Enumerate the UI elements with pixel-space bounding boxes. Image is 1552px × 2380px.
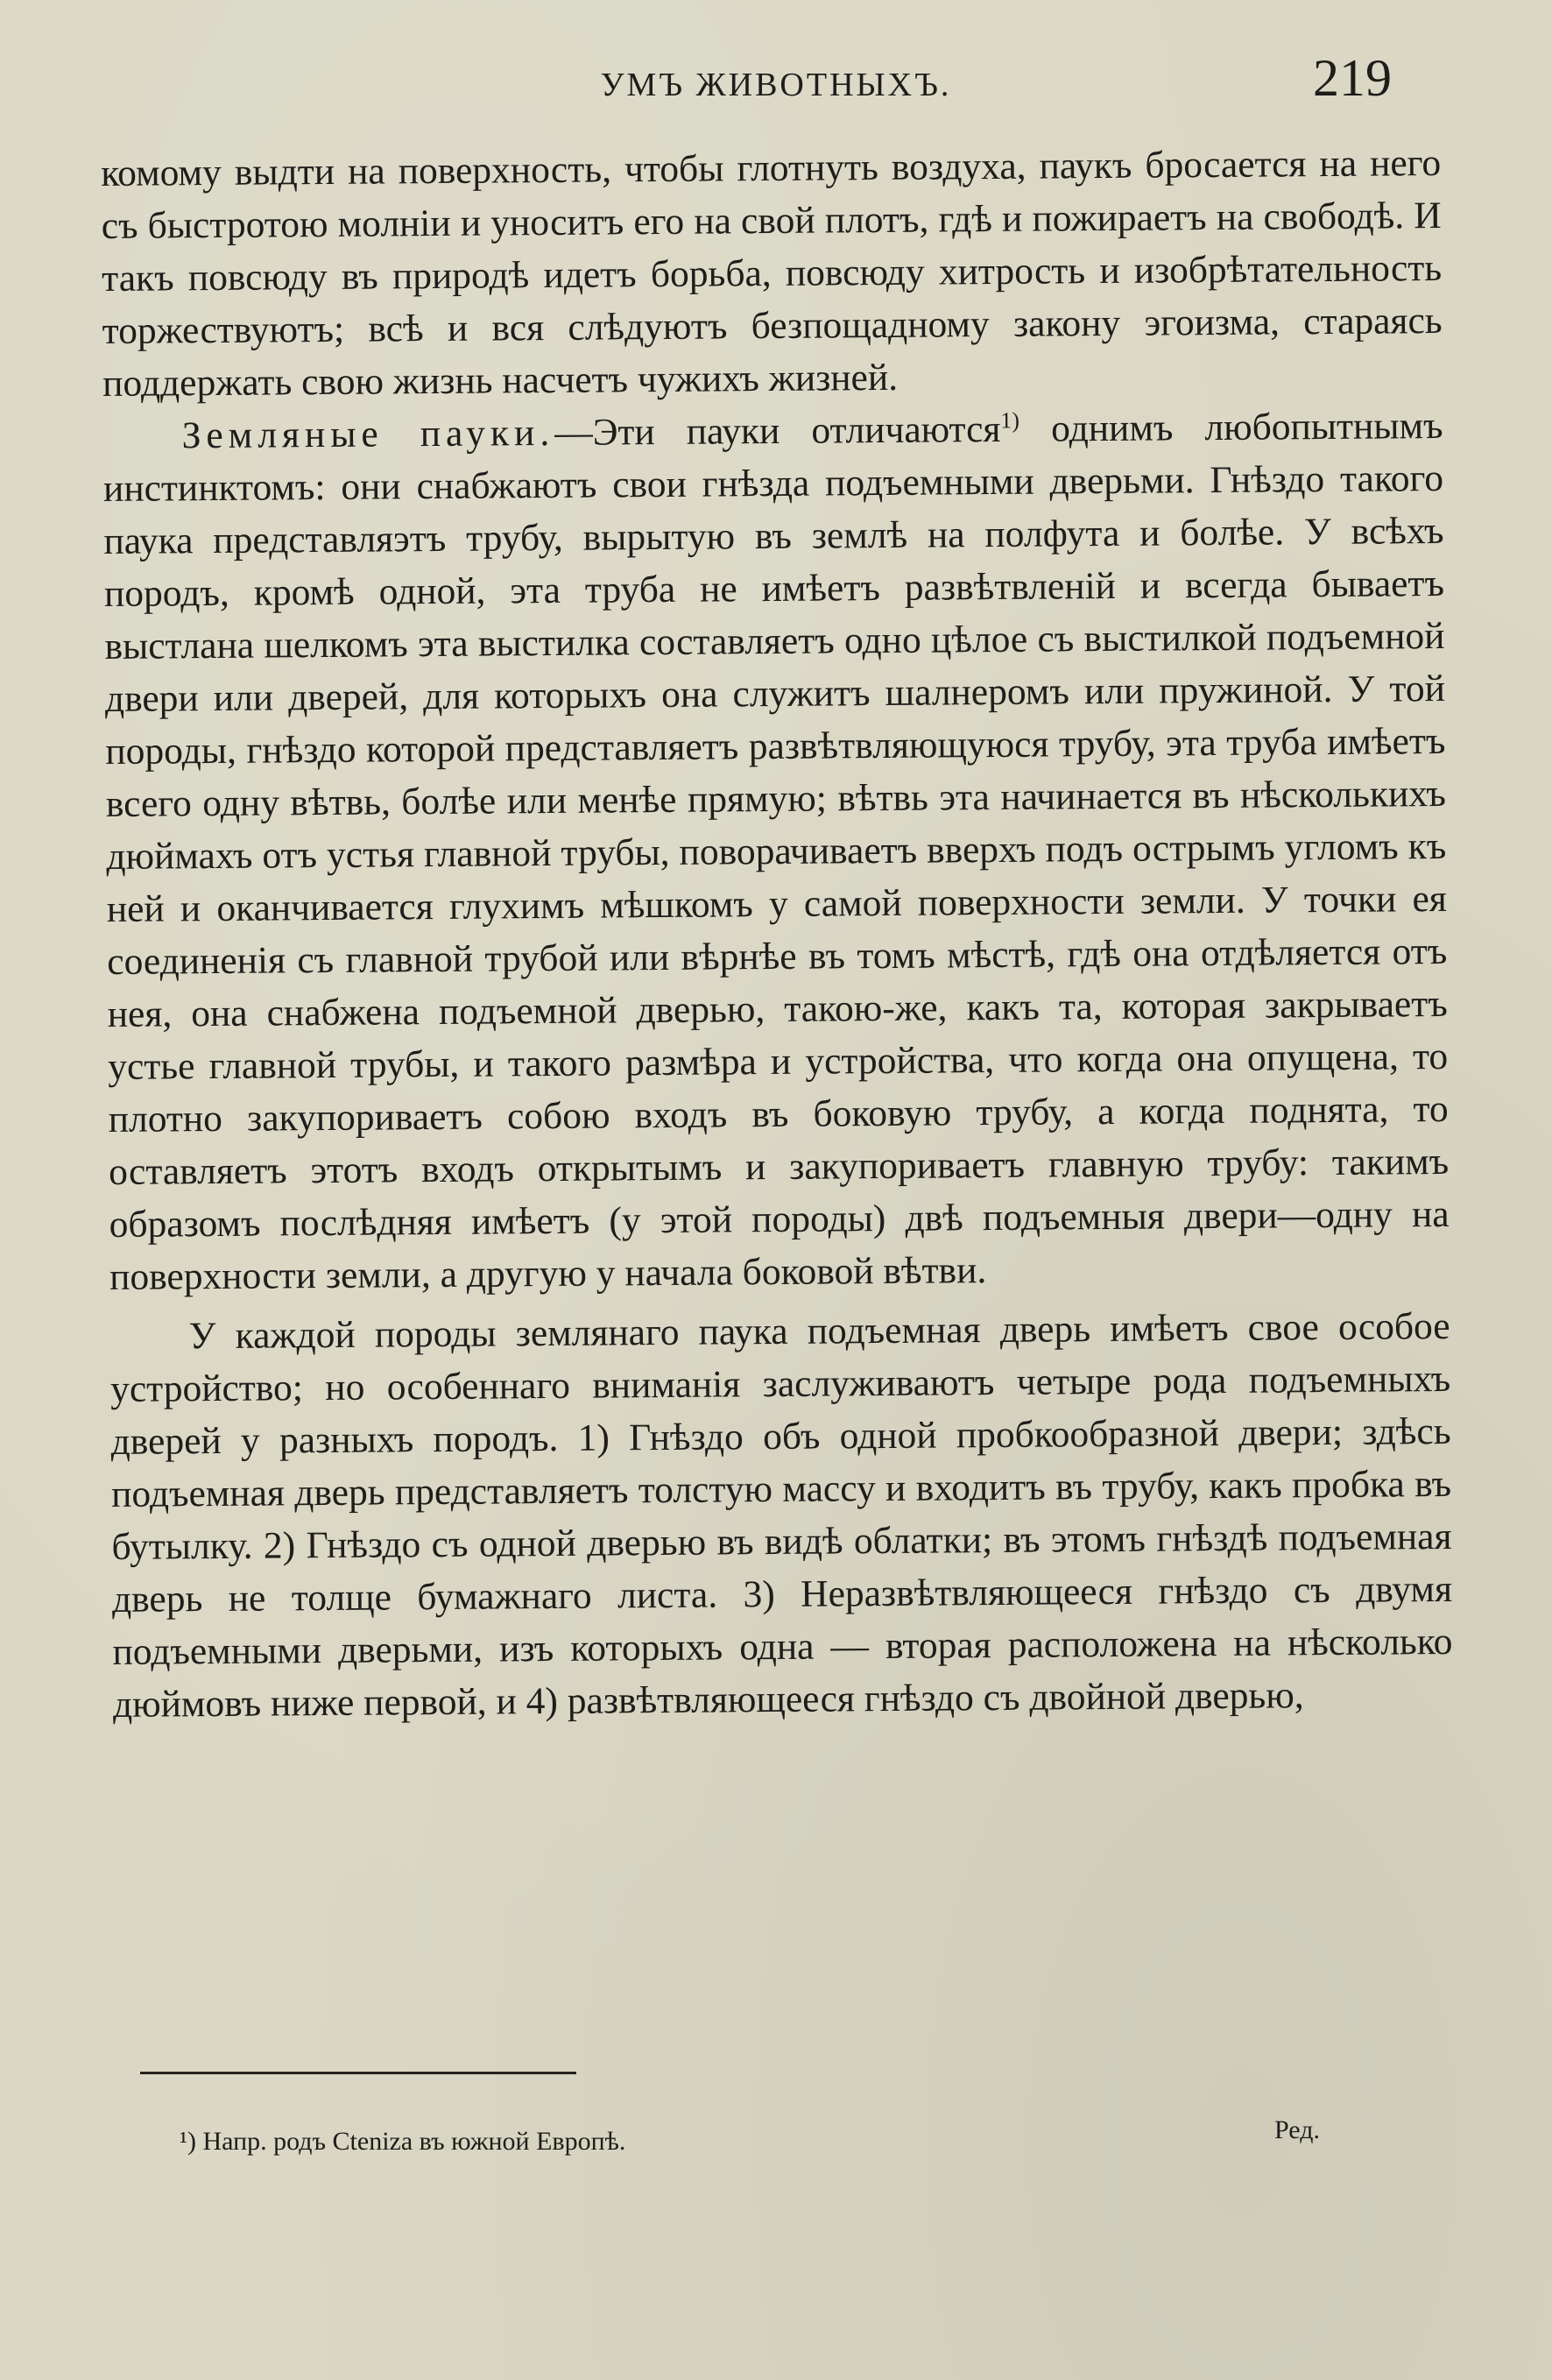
paragraph-continuation: комому выдти на поверхность, чтобы глотнуть воздуха, паукъ бросается на него съ быстротою молніи и уноситъ его на свой плотъ, гдѣ и пожираетъ на свободѣ. И такъ повсюду въ природѣ идетъ борьба, повсюду хитрость и изобрѣтательность торжествуютъ; всѣ и вся слѣдуютъ безпощадному закону эгоизма, стараясь поддержать свою жизнь насчетъ чужихъ жизней.: [101, 141, 1443, 405]
page-number: 219: [1313, 49, 1392, 107]
running-title: УМЪ ЖИВОТНЫХЪ.: [600, 67, 952, 103]
editor-mark: Ред.: [1274, 2115, 1320, 2144]
paragraph-earth-spiders: [102, 399, 1450, 1303]
paragraph-text: —Эти пауки отличаются: [554, 407, 1001, 454]
footnote-reference: 1): [1000, 407, 1020, 434]
footnote-divider: [140, 2072, 576, 2074]
paragraph-door-types: У каждой породы землянаго паука подъемная дверь имѣетъ свое особое устройство; но особеннаго вниманія заслуживаютъ четыре рода подъемныхъ дверей у разныхъ породъ. 1) Гнѣздо объ одной пробкообразной двери; здѣсь подъемная дверь представляетъ толстую массу и входитъ въ трубу, какъ пробка въ бутылку. 2) Гнѣздо съ одной дверью въ видѣ облатки; въ этомъ гнѣздѣ подъемная дверь не толще бумажнаго листа. 3) Неразвѣтвляющееся гнѣздо съ двумя подъемными дверьми, изъ которыхъ одна — вторая расположена на нѣсколько дюймовъ ниже первой, и 4) развѣтвляющееся гнѣздо съ двойной дверью,: [109, 1304, 1453, 1726]
body-text: [101, 137, 1453, 1731]
paragraph-text: однимъ любопытнымъ инстинктомъ: они снабжаютъ свои гнѣзда подъемными дверьми. Гнѣздо такого паука представляэтъ трубу, вырытую въ землѣ на полфута и болѣе. У всѣхъ породъ, кромѣ одной, эта труба не имѣетъ развѣтвленій и всегда бываетъ выстлана шелкомъ эта выстилка составляетъ одно цѣлое съ выстилкой подъемной двери или дверей, для которыхъ она служитъ шалнеромъ или пружиной. У той породы, гнѣздо которой представляетъ развѣтвляющуюся трубу, эта труба имѣетъ всего одну вѣтвь, болѣе или менѣе прямую; вѣтвь эта начинается въ нѣсколькихъ дюймахъ отъ устья главной трубы, поворачиваетъ вверхъ подъ острымъ угломъ къ ней и оканчивается глухимъ мѣшкомъ у самой поверхности земли. У точки ея соединенія съ главной трубой или вѣрнѣе въ томъ мѣстѣ, гдѣ она отдѣляется отъ нея, она снабжена подъемной дверью, такою-же, какъ та, которая закрываетъ устье главной трубы, и такого размѣра и устройства, что когда она опущена, то плотно закупориваетъ собою входъ въ боковую трубу, а когда поднята, то оставляетъ этотъ входъ открытымъ и закупориваетъ главную трубу: такимъ образомъ послѣдняя имѣетъ (у этой породы) двѣ подъемныя двери—одну на поверхности земли, а другую у начала боковой вѣтви.: [102, 404, 1450, 1298]
section-lead: Земляные пауки.: [181, 411, 555, 457]
page-header: [0, 48, 1552, 109]
footnote: ¹) Напр. родъ Cteniza въ южной Европѣ.: [180, 2127, 626, 2156]
